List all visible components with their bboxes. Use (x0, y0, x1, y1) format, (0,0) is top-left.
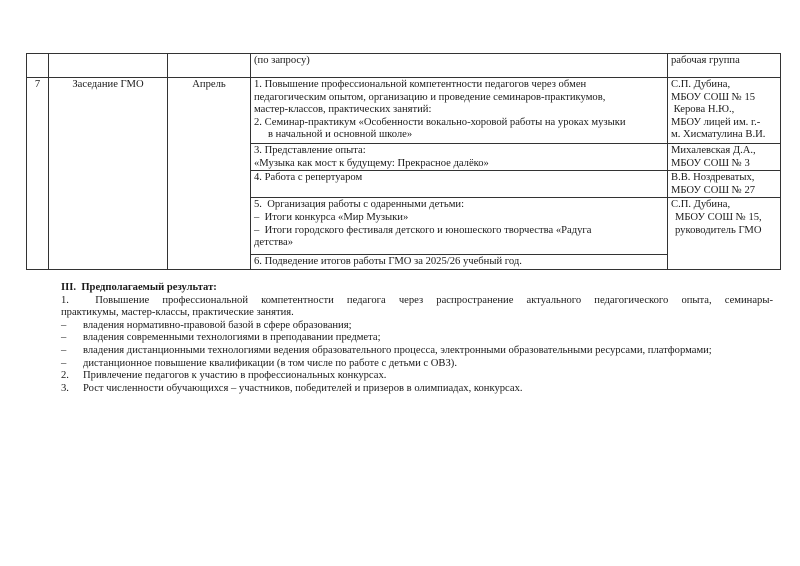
numbered-item: 2. Привлечение педагогов к участию в профессиональных конкурсах. (61, 370, 387, 382)
cell-responsible: Михалевская Д.А., МБОУ СОШ № 3 (668, 144, 781, 171)
expected-results-section (61, 282, 773, 395)
cell-content: 5. Организация работы с одаренными детьми: – Итоги конкурса «Мир Музыки» – Итоги городского фестиваля детского и юношеского творчества «Радуга детства» (251, 198, 668, 255)
cell-responsible: С.П. Дубина, МБОУ СОШ № 15 Керова Н.Ю., МБОУ лицей им. г.- м. Хисматулина В.И. (668, 78, 781, 144)
work-plan-table (26, 53, 781, 270)
list-item: – дистанционное повышение квалификации (в том числе по работе с детьми с ОВЗ). (61, 357, 457, 369)
cell-num: 7 (27, 78, 49, 270)
cell-content: 3. Представление опыта: «Музыка как мост к будущему: Прекрасное далёко» (251, 144, 668, 171)
numbered-item: 3. Рост численности обучающихся – участников, победителей и призеров в олимпиадах, конкурсах. (61, 382, 523, 394)
list-item: – владения нормативно-правовой базой в сфере образования; (61, 319, 352, 331)
cell-num (27, 54, 49, 78)
table-row (27, 78, 781, 144)
cell-date: Апрель (168, 78, 251, 270)
list-item: – владения дистанционными технологиями ведения образовательного процесса, электронными образовательными ресурсами, платформами; (61, 344, 712, 356)
dash-bullet: – (61, 357, 67, 369)
cell-event (49, 54, 168, 78)
dash-bullet: – (61, 319, 67, 331)
section-heading: III. Предполагаемый результат: (61, 282, 217, 293)
cell-content: 4. Работа с репертуаром (251, 171, 668, 198)
cell-content: (по запросу) (251, 54, 668, 78)
result-paragraph-1-cont: практикумы, мастер-классы, практические занятия. (61, 307, 294, 319)
cell-responsible: рабочая группа (668, 54, 781, 78)
cell-date (168, 54, 251, 78)
cell-event: Заседание ГМО (49, 78, 168, 270)
dash-bullet: – (61, 344, 67, 356)
dash-bullet: – (61, 332, 67, 344)
cell-content: 1. Повышение профессиональной компетентности педагогов через обмен педагогическим опытом, организацию и проведение семинаров-практикумов, мастер-классов, практических занятий: 2. Семинар-практикум «Особенности вокально-хоровой работы на уроках музыки в начальной и основной школе» (251, 78, 668, 144)
cell-responsible: С.П. Дубина, МБОУ СОШ № 15, руководитель ГМО (668, 198, 781, 270)
result-paragraph-1: 1. Повышение профессиональной компетентности педагога через распространение актуального педагогического опыта, семинары- (61, 294, 773, 306)
list-item: – владения современными технологиями в преподавании предмета; (61, 332, 381, 344)
cell-responsible: В.В. Ноздреватых, МБОУ СОШ № 27 (668, 171, 781, 198)
cell-content: 6. Подведение итогов работы ГМО за 2025/26 учебный год. (251, 255, 668, 270)
table-row (27, 54, 781, 78)
